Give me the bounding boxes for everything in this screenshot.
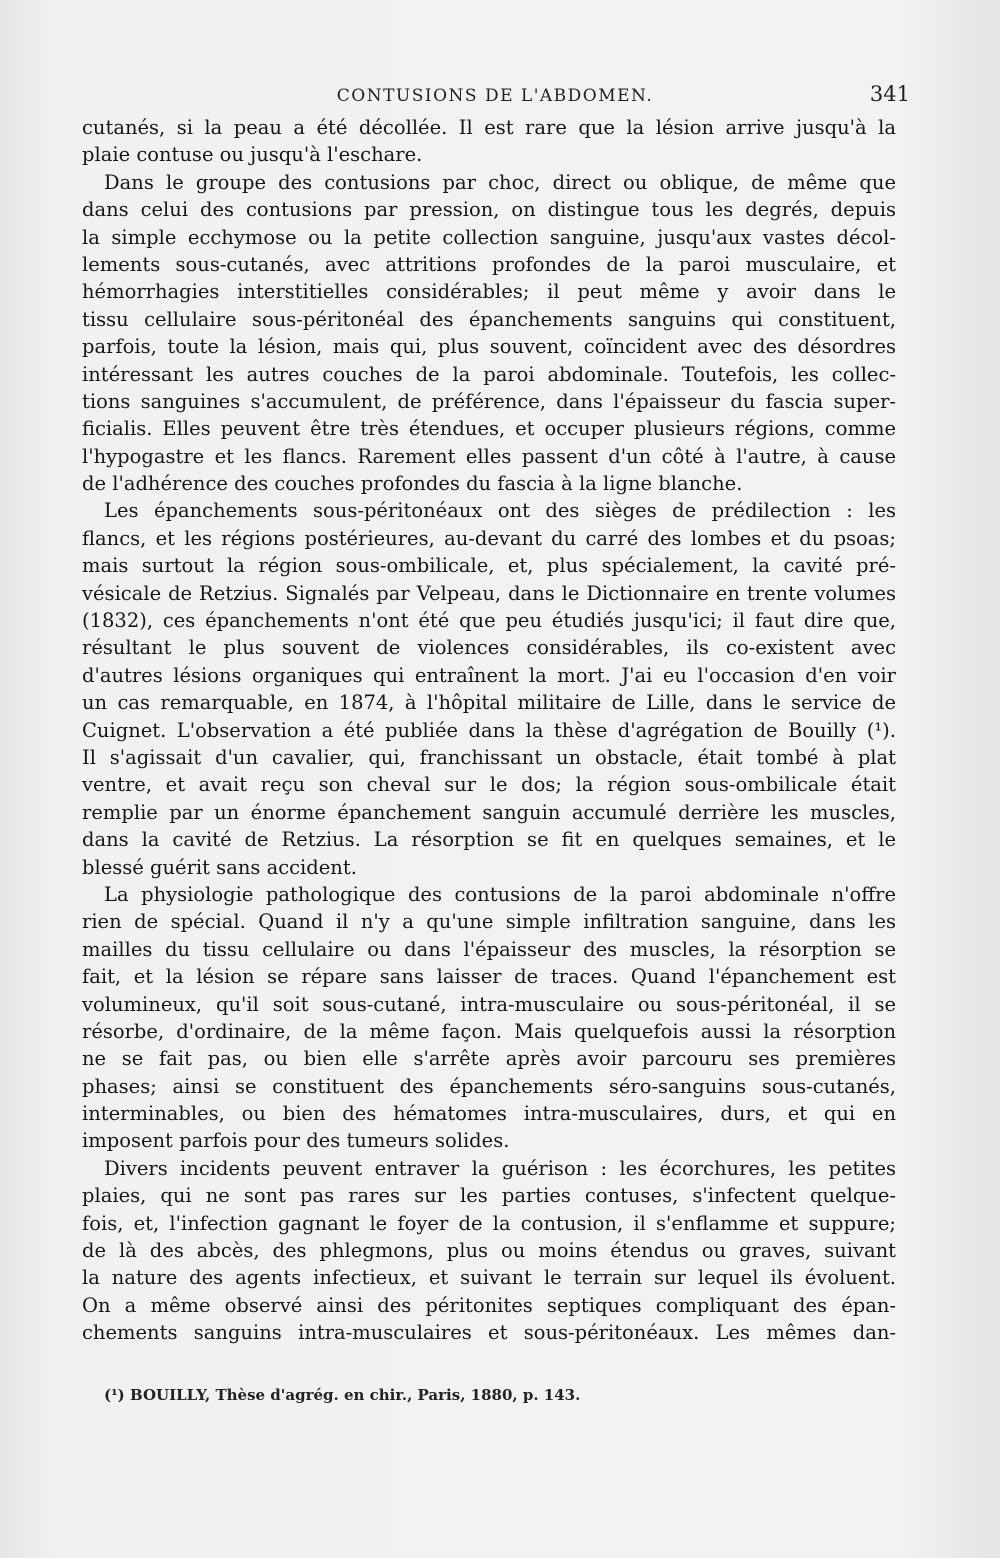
text-line: plaies, qui ne sont pas rares sur les parties contuses, s'infectent quelque-	[82, 1184, 896, 1208]
text-line: Les épanchements sous-péritonéaux ont des sièges de prédilection : les	[104, 499, 896, 523]
text-line: dans la cavité de Retzius. La résorption se fit en quelques semaines, et le	[82, 828, 896, 852]
text-line: Il s'agissait d'un cavalier, qui, franchissant un obstacle, était tombé à plat	[82, 745, 896, 769]
text-line: tissu cellulaire sous-péritonéal des épanchements sanguins qui constituent,	[82, 307, 896, 331]
text-line: Cuignet. L'observation a été publiée dans la thèse d'agrégation de Bouilly (¹).	[82, 718, 896, 742]
text-line: blessé guérit sans accident.	[82, 855, 357, 879]
text-line: résorbe, d'ordinaire, de la même façon. Mais quelquefois aussi la résorption	[82, 1019, 896, 1043]
page-number: 341	[869, 82, 910, 106]
text-line: l'hypogastre et les flancs. Rarement elles passent d'un côté à l'autre, à cause	[82, 444, 896, 468]
text-line: chements sanguins intra-musculaires et sous-péritonéaux. Les mêmes dan-	[82, 1321, 896, 1345]
text-line: ventre, et avait reçu son cheval sur le dos; la région sous-ombilicale était	[82, 773, 896, 797]
text-line: plaie contuse ou jusqu'à l'eschare.	[82, 143, 423, 167]
text-line: tions sanguines s'accumulent, de préférence, dans l'épaisseur du fascia super-	[82, 389, 896, 413]
footnote: (¹) BOUILLY, Thèse d'agrég. en chir., Paris, 1880, p. 143.	[104, 1386, 581, 1404]
text-line: intéressant les autres couches de la paroi abdominale. Toutefois, les collec-	[82, 362, 896, 386]
text-line: hémorrhagies interstitielles considérables; il peut même y avoir dans le	[82, 280, 896, 304]
text-line: Divers incidents peuvent entraver la guérison : les écorchures, les petites	[104, 1156, 896, 1180]
text-line: remplie par un énorme épanchement sanguin accumulé derrière les muscles,	[82, 800, 896, 824]
text-line: phases; ainsi se constituent des épanchements séro-sanguins sous-cutanés,	[82, 1074, 896, 1098]
text-line: (1832), ces épanchements n'ont été que peu étudiés jusqu'ici; il faut dire que,	[82, 609, 896, 633]
text-line: volumineux, qu'il soit sous-cutané, intra-musculaire ou sous-péritonéal, il se	[82, 992, 896, 1016]
text-line: cutanés, si la peau a été décollée. Il est rare que la lésion arrive jusqu'à la	[82, 116, 896, 139]
text-line: la simple ecchymose ou la petite collection sanguine, jusqu'aux vastes décol-	[82, 225, 896, 249]
text-line: La physiologie pathologique des contusions de la paroi abdominale n'offre	[104, 882, 896, 906]
text-line: d'autres lésions organiques qui entraînent la mort. J'ai eu l'occasion d'en voir	[82, 663, 896, 687]
text-line: On a même observé ainsi des péritonites septiques compliquant des épan-	[82, 1293, 896, 1317]
text-line: ne se fait pas, ou bien elle s'arrête après avoir parcouru ses premières	[82, 1047, 896, 1071]
text-line: fois, et, l'infection gagnant le foyer de la contusion, il s'enflamme et suppure;	[82, 1211, 896, 1235]
running-head: CONTUSIONS DE L'ABDOMEN.	[336, 86, 654, 106]
text-line: de là des abcès, des phlegmons, plus ou moins étendus ou graves, suivant	[82, 1239, 896, 1263]
page-header	[80, 82, 910, 112]
body-text	[82, 114, 896, 1347]
text-line: fait, et la lésion se répare sans laisser de traces. Quand l'épanchement est	[82, 965, 896, 989]
text-line: Dans le groupe des contusions par choc, direct ou oblique, de même que	[104, 170, 896, 194]
text-line: de l'adhérence des couches profondes du fascia à la ligne blanche.	[82, 472, 743, 496]
text-line: rien de spécial. Quand il n'y a qu'une simple infiltration sanguine, dans les	[82, 910, 896, 934]
text-line: flancs, et les régions postérieures, au-devant du carré des lombes et du psoas;	[82, 526, 896, 550]
text-line: mais surtout la région sous-ombilicale, et, plus spécialement, la cavité pré-	[82, 554, 896, 578]
text-line: un cas remarquable, en 1874, à l'hôpital militaire de Lille, dans le service de	[82, 691, 896, 715]
text-line: la nature des agents infectieux, et suivant le terrain sur lequel ils évoluent.	[82, 1266, 896, 1290]
text-line: résultant le plus souvent de violences considérables, ils co-existent avec	[82, 636, 896, 660]
text-line: lements sous-cutanés, avec attritions profondes de la paroi musculaire, et	[82, 252, 896, 276]
text-line: mailles du tissu cellulaire ou dans l'épaisseur des muscles, la résorption se	[82, 937, 896, 961]
text-line: interminables, ou bien des hématomes intra-musculaires, durs, et qui en	[82, 1102, 896, 1126]
text-line: ficialis. Elles peuvent être très étendues, et occuper plusieurs régions, comme	[82, 417, 896, 441]
text-line: vésicale de Retzius. Signalés par Velpeau, dans le Dictionnaire en trente volumes	[82, 581, 896, 605]
text-line: imposent parfois pour des tumeurs solides.	[82, 1129, 510, 1153]
text-line: dans celui des contusions par pression, on distingue tous les degrés, depuis	[82, 198, 896, 222]
text-line: parfois, toute la lésion, mais qui, plus souvent, coïncident avec des désordres	[82, 335, 896, 359]
